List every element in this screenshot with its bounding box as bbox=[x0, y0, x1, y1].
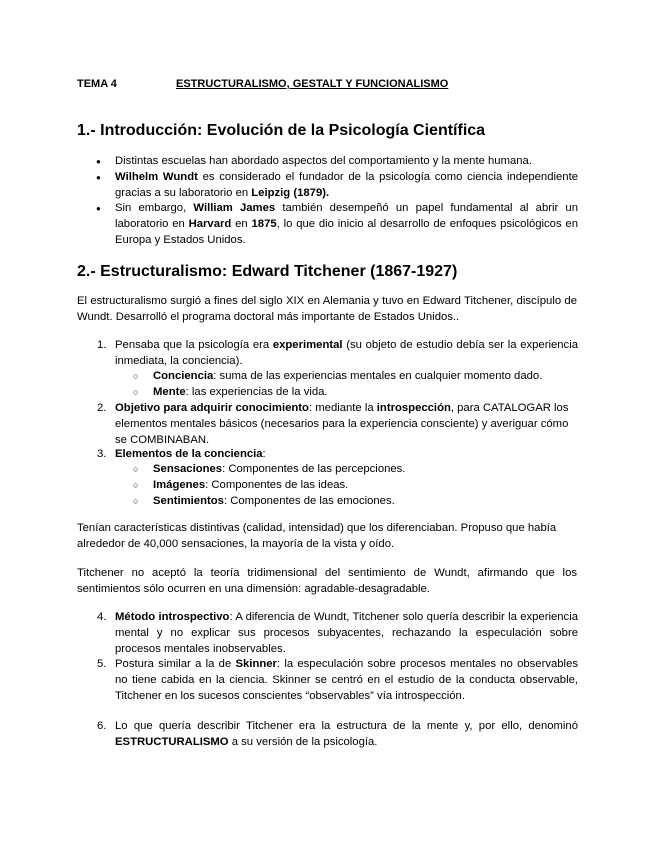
item-number: 5. bbox=[97, 658, 107, 670]
bullet-text: es considerado el fundador de la psicología como ciencia independiente gracias a su laboratorio en bbox=[115, 171, 578, 199]
bold-text: Mente bbox=[153, 386, 186, 398]
item-number: 6. bbox=[97, 720, 107, 732]
numbered-item bbox=[97, 338, 578, 370]
item-text: , para CATALOGAR los elementos mentales básicos (necesarios para la experiencia consciente) y averiguar cómo se COMBINABAN. bbox=[115, 402, 569, 446]
item-number: 3. bbox=[97, 448, 107, 460]
bullet-icon: ● bbox=[96, 173, 101, 182]
bullet-text: Sin embargo, bbox=[115, 202, 194, 214]
section-2-heading: 2.- Estructuralismo: Edward Titchener (1867-1927) bbox=[77, 263, 458, 280]
item-number: 2. bbox=[97, 402, 107, 414]
numbered-item bbox=[97, 401, 578, 448]
numbered-item bbox=[97, 657, 578, 704]
bold-text: experimental bbox=[272, 339, 343, 351]
document-title: ESTRUCTURALISMO, GESTALT Y FUNCIONALISMO bbox=[176, 78, 449, 90]
circle-bullet-icon: ○ bbox=[133, 496, 139, 506]
bold-text: Método introspectivo bbox=[115, 611, 230, 623]
numbered-item bbox=[97, 610, 578, 657]
bold-text: 1875 bbox=[251, 217, 277, 230]
sub-item bbox=[133, 385, 573, 401]
item-text: a su versión de la psicología. bbox=[228, 735, 378, 748]
item-text: : mediante la bbox=[308, 402, 377, 414]
sub-item bbox=[133, 369, 573, 385]
list-item bbox=[96, 201, 578, 248]
bold-text: ESTRUCTURALISMO bbox=[115, 735, 229, 748]
circle-bullet-icon: ○ bbox=[133, 464, 139, 474]
bullet-icon: ● bbox=[96, 157, 101, 166]
sub-item bbox=[133, 462, 573, 478]
item-number: 4. bbox=[97, 611, 107, 623]
bold-text: Skinner bbox=[235, 658, 277, 670]
bullet-text: en bbox=[231, 217, 252, 230]
bullet-text: también desempeñó un papel fundamental al abrir un laboratorio en bbox=[115, 202, 578, 230]
item-text: : A diferencia de Wundt, Titchener solo quería describir la experiencia mental y no explicar sus procesos subyacentes, rechazando la especulación sobre procesos mentales inobservables. bbox=[115, 611, 578, 655]
bold-text: Sentimientos bbox=[153, 495, 224, 507]
item-text: : la especulación sobre procesos mentales no observables no tiene cabida en la ciencia. Skinner se centró en el estudio de la conducta observable, Titchener en los sucesos conscientes “observables” vía introspección. bbox=[115, 658, 578, 702]
circle-bullet-icon: ○ bbox=[133, 371, 139, 381]
bold-text: Imágenes bbox=[153, 479, 206, 491]
bold-text: Objetivo para adquirir conocimiento bbox=[115, 402, 309, 414]
sub-item bbox=[133, 494, 573, 510]
bullet-text: Distintas escuelas han abordado aspectos del comportamiento y la mente humana. bbox=[115, 155, 532, 167]
numbered-item bbox=[97, 447, 578, 463]
bold-text: Wilhelm Wundt bbox=[115, 171, 198, 183]
bullet-text: , lo que dio inicio al desarrollo de enfoques psicológicos en Europa y Estados Unidos. bbox=[115, 217, 578, 246]
section-1-heading: 1.- Introducción: Evolución de la Psicología Científica bbox=[77, 122, 486, 139]
topic-number: TEMA 4 bbox=[77, 78, 117, 90]
item-text: (su objeto de estudio debía ser la experiencia inmediata, la conciencia). bbox=[115, 339, 578, 367]
bullet-icon: ● bbox=[96, 204, 101, 213]
item-text: Lo que quería describir Titchener era la estructura de la mente y, por ello, denominó bbox=[115, 720, 578, 732]
bold-text: Leipzig (1879). bbox=[251, 186, 330, 199]
item-number: 1. bbox=[97, 339, 107, 351]
sub-item bbox=[133, 478, 573, 494]
paragraph: El estructuralismo surgió a fines del siglo XIX en Alemania y tuvo en Edward Titchener, discípulo de Wundt. Desarrolló el programa doctoral más importante de Estados Unidos.. bbox=[77, 295, 577, 323]
item-text: : Componentes de las emociones. bbox=[223, 495, 395, 507]
item-text: : bbox=[262, 448, 266, 460]
bold-text: Sensaciones bbox=[153, 463, 223, 475]
item-text: : las experiencias de la vida. bbox=[185, 386, 328, 398]
paragraph: Tenían características distintivas (calidad, intensidad) que los diferenciaban. Propuso que había alrededor de 40,000 sensaciones, la mayoría de la vista y oído. bbox=[77, 522, 557, 550]
item-text: Postura similar a la de bbox=[115, 658, 236, 670]
bold-text: Harvard bbox=[188, 217, 232, 230]
list-item bbox=[96, 154, 578, 170]
item-text: Pensaba que la psicología era bbox=[115, 339, 273, 351]
numbered-item bbox=[97, 719, 578, 751]
bold-text: Conciencia bbox=[153, 370, 214, 382]
bold-text: William James bbox=[193, 202, 276, 214]
item-text: : Componentes de las ideas. bbox=[205, 479, 349, 491]
circle-bullet-icon: ○ bbox=[133, 480, 139, 490]
bold-text: introspección bbox=[376, 402, 451, 414]
list-item bbox=[96, 170, 578, 202]
circle-bullet-icon: ○ bbox=[133, 387, 139, 397]
paragraph: Titchener no aceptó la teoría tridimensional del sentimiento de Wundt, afirmando que los sentimientos sólo ocurren en una dimensión: agradable-desagradable. bbox=[77, 567, 577, 595]
item-text: : Componentes de las percepciones. bbox=[222, 463, 406, 475]
item-text: : suma de las experiencias mentales en cualquier momento dado. bbox=[213, 370, 543, 382]
bold-text: Elementos de la conciencia bbox=[115, 448, 263, 460]
